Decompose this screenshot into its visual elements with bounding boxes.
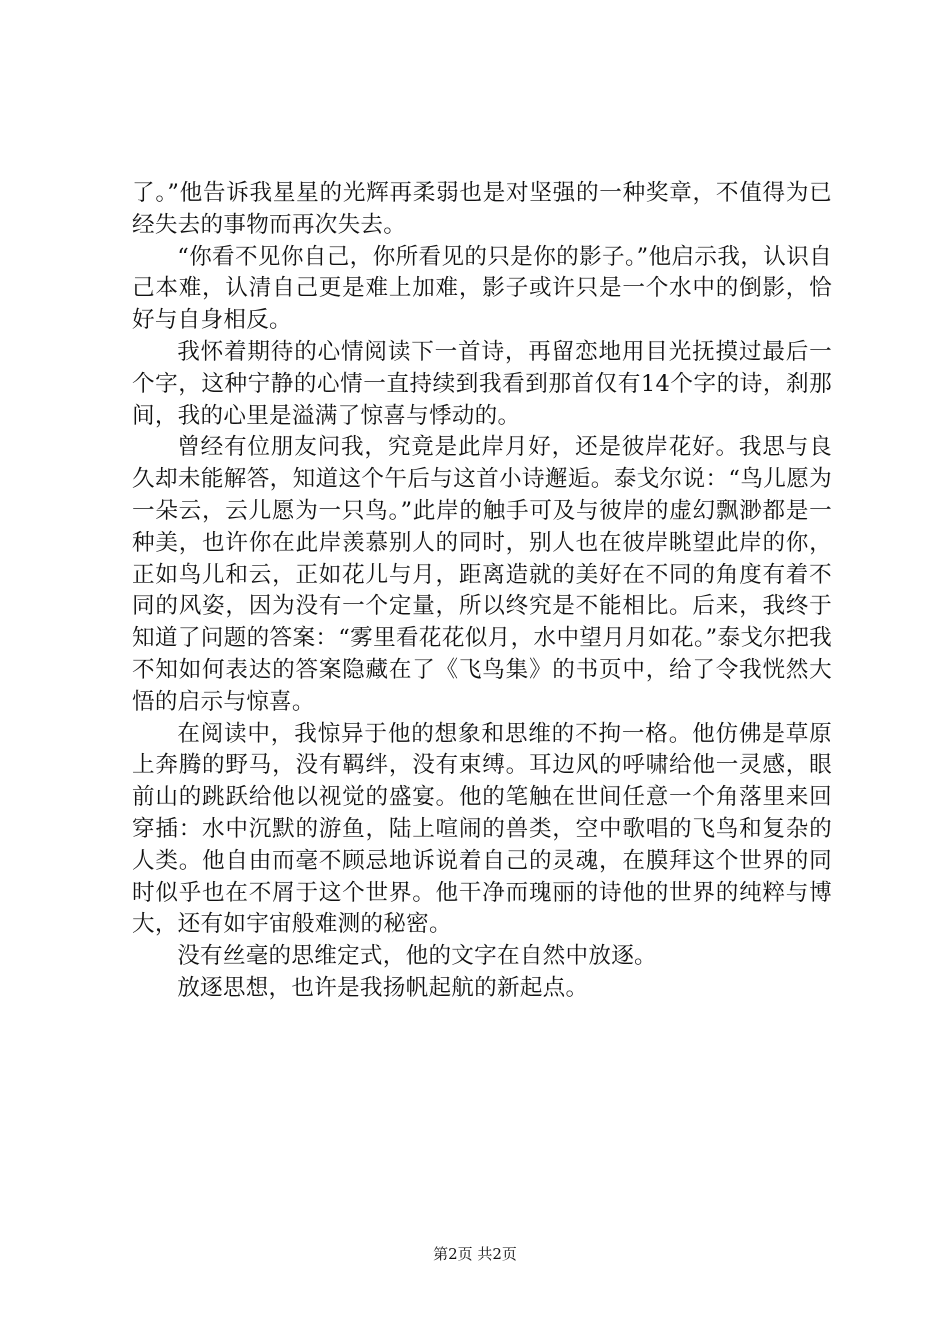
page-number-footer: 第2页 共2页 [433,1245,517,1263]
paragraph-1: 了。”他告诉我星星的光辉再柔弱也是对坚强的一种奖章，不值得为已经失去的事物而再次失去。 [132,180,832,238]
paragraph-3: 我怀着期待的心情阅读下一首诗，再留恋地用目光抚摸过最后一个字，这种宁静的心情一直持续到我看到那首仅有14个字的诗，刹那间，我的心里是溢满了惊喜与悸动的。 [132,338,832,429]
document-body [132,178,832,1005]
paragraph-7: 放逐思想，也许是我扬帆起航的新起点。 [177,974,589,1001]
paragraph-5: 在阅读中，我惊异于他的想象和思维的不拘一格。他仿佛是草原上奔腾的野马，没有羁绊，没有束缚。耳边风的呼啸给他一灵感，眼前山的跳跃给他以视觉的盛宴。他的笔触在世间任意一个角落里来回穿插：水中沉默的游鱼，陆上喧闹的兽类，空中歌唱的飞鸟和复杂的人类。他自由而毫不顾忌地诉说着自己的灵魂，在膜拜这个世界的同时似乎也在不屑于这个世界。他干净而瑰丽的诗他的世界的纯粹与博大，还有如宇宙般难测的秘密。 [132,720,832,938]
paragraph-2: “你看不见你自己，你所看见的只是你的影子。”他启示我，认识自己本难，认清自己更是难上加难，影子或许只是一个水中的倒影，恰好与自身相反。 [132,243,832,334]
paragraph-4: 曾经有位朋友问我，究竟是此岸月好，还是彼岸花好。我思与良久却未能解答，知道这个午后与这首小诗邂逅。泰戈尔说：“鸟儿愿为一朵云，云儿愿为一只鸟。”此岸的触手可及与彼岸的虚幻飘渺都是一种美，也许你在此岸羡慕别人的同时，别人也在彼岸眺望此岸的你，正如鸟儿和云，正如花儿与月，距离造就的美好在不同的角度有着不同的风姿，因为没有一个定量，所以终究是不能相比。后来，我终于知道了问题的答案：“雾里看花花似月，水中望月月如花。”泰戈尔把我不知如何表达的答案隐藏在了《飞鸟集》的书页中，给了令我恍然大悟的启示与惊喜。 [132,434,832,715]
paragraph-6: 没有丝毫的思维定式，他的文字在自然中放逐。 [177,943,657,970]
